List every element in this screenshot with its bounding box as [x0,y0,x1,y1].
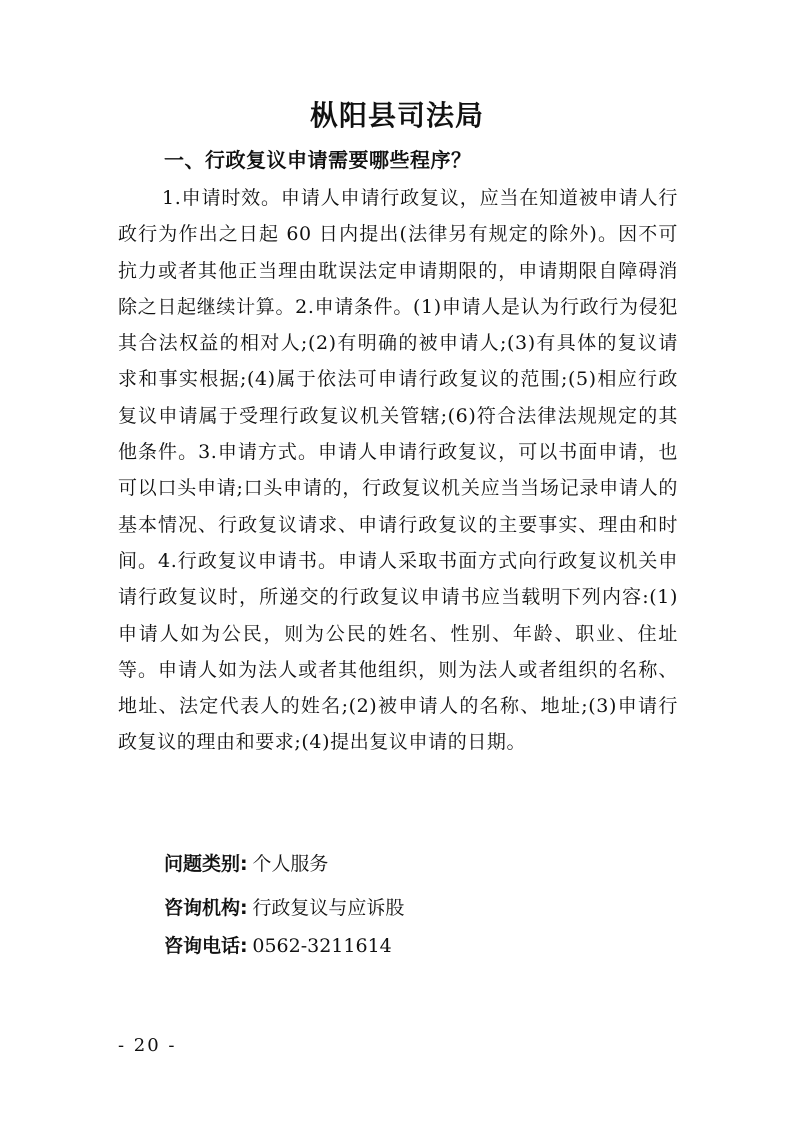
agency-label: 咨询机构: [164,897,248,919]
body-paragraph: 1.申请时效。申请人申请行政复议，应当在知道被申请人行政行为作出之日起 60 日内提出(法律另有规定的除外)。因不可抗力或者其他正当理由耽误法定申请期限的，申请期限自障碍消除之日起继续计算。2.申请条件。(1)申请人是认为行政行为侵犯其合法权益的相对人;(2)有明确的被申请人;(3)有具体的复议请求和事实根据;(4)属于依法可申请行政复议的范围;(5)相应行政复议申请属于受理行政复议机关管辖;(6)符合法律法规规定的其他条件。3.申请方式。申请人申请行政复议，可以书面申请，也可以口头申请;口头申请的，行政复议机关应当当场记录申请人的基本情况、行政复议请求、申请行政复议的主要事实、理由和时间。4.行政复议申请书。申请人采取书面方式向行政复议机关申请行政复议时，所递交的行政复议申请书应当载明下列内容:(1)申请人如为公民，则为公民的姓名、性别、年龄、职业、住址等。申请人如为法人或者其他组织，则为法人或者组织的名称、地址、法定代表人的姓名;(2)被申请人的名称、地址;(3)申请行政复议的理由和要求;(4)提出复议申请的日期。 [118,187,678,754]
info-agency [164,892,404,925]
agency-value: 行政复议与应诉股 [252,897,405,919]
phone-label: 咨询电话: [164,935,248,957]
info-category [164,848,328,881]
category-value: 个人服务 [252,853,329,875]
page-number: - 20 - [118,1035,177,1056]
category-label: 问题类别: [164,853,248,875]
page-title: 枞阳县司法局 [309,99,484,132]
phone-value: 0562-3211614 [252,935,392,957]
info-phone [164,930,392,963]
section-heading: 一、行政复议申请需要哪些程序？ [164,148,472,172]
